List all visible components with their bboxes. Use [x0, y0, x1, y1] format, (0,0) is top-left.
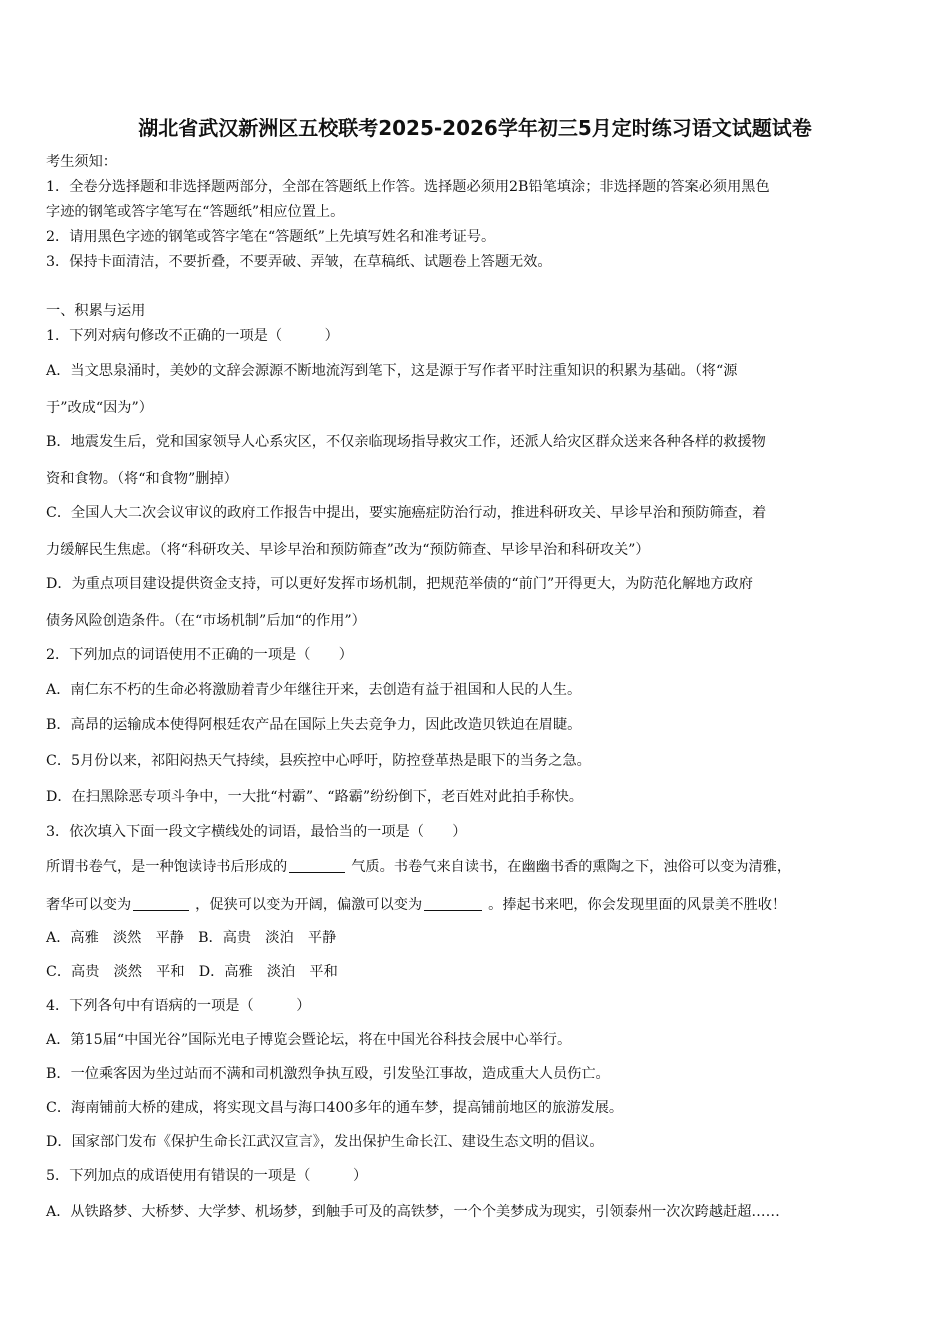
- q5-option-a: A．从铁路梦、大桥梦、大学梦、机场梦，到触手可及的高铁梦，一个个美梦成为现实，引领泰州一次次跨越赶超……: [46, 1204, 780, 1220]
- q1-option-b-cont: 资和食物。（将“和食物”删掉）: [46, 471, 238, 487]
- fill-blank: [424, 896, 482, 911]
- notice-line: 1．全卷分选择题和非选择题两部分，全部在答题纸上作答。选择题必须用2B铅笔填涂；非选择题的答案必须用黑色: [46, 179, 770, 195]
- notice-heading: 考生须知：: [46, 154, 117, 170]
- q3-passage-line-1: [46, 857, 791, 877]
- q2-option-b: B．高昂的运输成本使得阿根廷农产品在国际上失去竞争力，因此改造贝铁迫在眉睫。: [46, 717, 582, 733]
- section-heading: 一、积累与运用: [46, 303, 146, 319]
- q1-option-b: B．地震发生后，党和国家领导人心系灾区，不仅亲临现场指导救灾工作，还派人给灾区群众送来各种各样的救援物: [46, 434, 766, 450]
- fill-blank: [289, 858, 345, 873]
- notice-line: 字迹的钢笔或答字笔写在“答题纸”相应位置上。: [46, 204, 345, 220]
- q3-passage-line-2: [46, 895, 786, 915]
- q1-option-a: A．当文思泉涌时，美妙的文辞会源源不断地流泻到笔下，这是源于写作者平时注重知识的积累为基础。（将“源: [46, 363, 738, 379]
- q2-option-a: A．南仁东不朽的生命必将激励着青少年继往开来，去创造有益于祖国和人民的人生。: [46, 682, 582, 698]
- q4-option-d: D．国家部门发布《保护生命长江武汉宣言》，发出保护生命长江、建设生态文明的倡议。: [46, 1134, 604, 1150]
- q2-option-c: C．5月份以来，祁阳闷热天气持续，县疾控中心呼吁，防控登革热是眼下的当务之急。: [46, 753, 591, 769]
- question-2-stem: 2．下列加点的词语使用不正确的一项是（ ）: [46, 647, 353, 663]
- q1-option-c: C．全国人大二次会议审议的政府工作报告中提出，要实施癌症防治行动，推进科研攻关、早诊早治和预防筛查，着: [46, 505, 767, 521]
- notice-line: 2．请用黑色字迹的钢笔或答字笔在“答题纸”上先填写姓名和准考证号。: [46, 229, 496, 245]
- q1-option-c-cont: 力缓解民生焦虑。（将“科研攻关、早诊早治和预防筛查”改为“预防筛查、早诊早治和科研攻关”）: [46, 542, 650, 558]
- q1-option-d-cont: 债务风险创造条件。（在“市场机制”后加“的作用”）: [46, 613, 366, 629]
- q4-option-a: A．第15届“中国光谷”国际光电子博览会暨论坛，将在中国光谷科技会展中心举行。: [46, 1032, 572, 1048]
- exam-title: 湖北省武汉新洲区五校联考2025-2026学年初三5月定时练习语文试题试卷: [138, 116, 812, 140]
- question-5-stem: 5．下列加点的成语使用有错误的一项是（ ）: [46, 1168, 368, 1184]
- q3-passage-text: 气质。书卷气来自读书，在幽幽书香的熏陶之下，浊俗可以变为清雅，: [351, 859, 792, 875]
- q3-options-ab: A．高雅 淡然 平静 B．高贵 淡泊 平静: [46, 930, 337, 946]
- fill-blank: [133, 896, 189, 911]
- question-1-stem: 1．下列对病句修改不正确的一项是（ ）: [46, 328, 339, 344]
- q3-passage-text: 所谓书卷气，是一种饱读诗书后形成的: [46, 859, 288, 875]
- q1-option-d: D．为重点项目建设提供资金支持，可以更好发挥市场机制，把规范举债的“前门”开得更大，为防范化解地方政府: [46, 576, 753, 592]
- q2-option-d: D．在扫黑除恶专项斗争中，一大批“村霸”、“路霸”纷纷倒下，老百姓对此拍手称快。: [46, 789, 583, 805]
- notice-line: 3．保持卡面清洁，不要折叠，不要弄破、弄皱，在草稿纸、试题卷上答题无效。: [46, 254, 552, 270]
- question-4-stem: 4．下列各句中有语病的一项是（ ）: [46, 998, 311, 1014]
- q4-option-c: C．海南铺前大桥的建成，将实现文昌与海口400多年的通车梦，提高铺前地区的旅游发展。: [46, 1100, 624, 1116]
- q3-options-cd: C．高贵 淡然 平和 D．高雅 淡泊 平和: [46, 964, 338, 980]
- q3-passage-text: 奢华可以变为: [46, 897, 132, 913]
- question-3-stem: 3．依次填入下面一段文字横线处的词语，最恰当的一项是（ ）: [46, 824, 467, 840]
- q3-passage-text: 。捧起书来吧，你会发现里面的风景美不胜收！: [488, 897, 787, 913]
- q4-option-b: B．一位乘客因为坐过站而不满和司机激烈争执互殴，引发坠江事故，造成重大人员伤亡。: [46, 1066, 610, 1082]
- q1-option-a-cont: 于”改成“因为”）: [46, 400, 153, 416]
- q3-passage-text: ，促狭可以变为开阔，偏激可以变为: [195, 897, 423, 913]
